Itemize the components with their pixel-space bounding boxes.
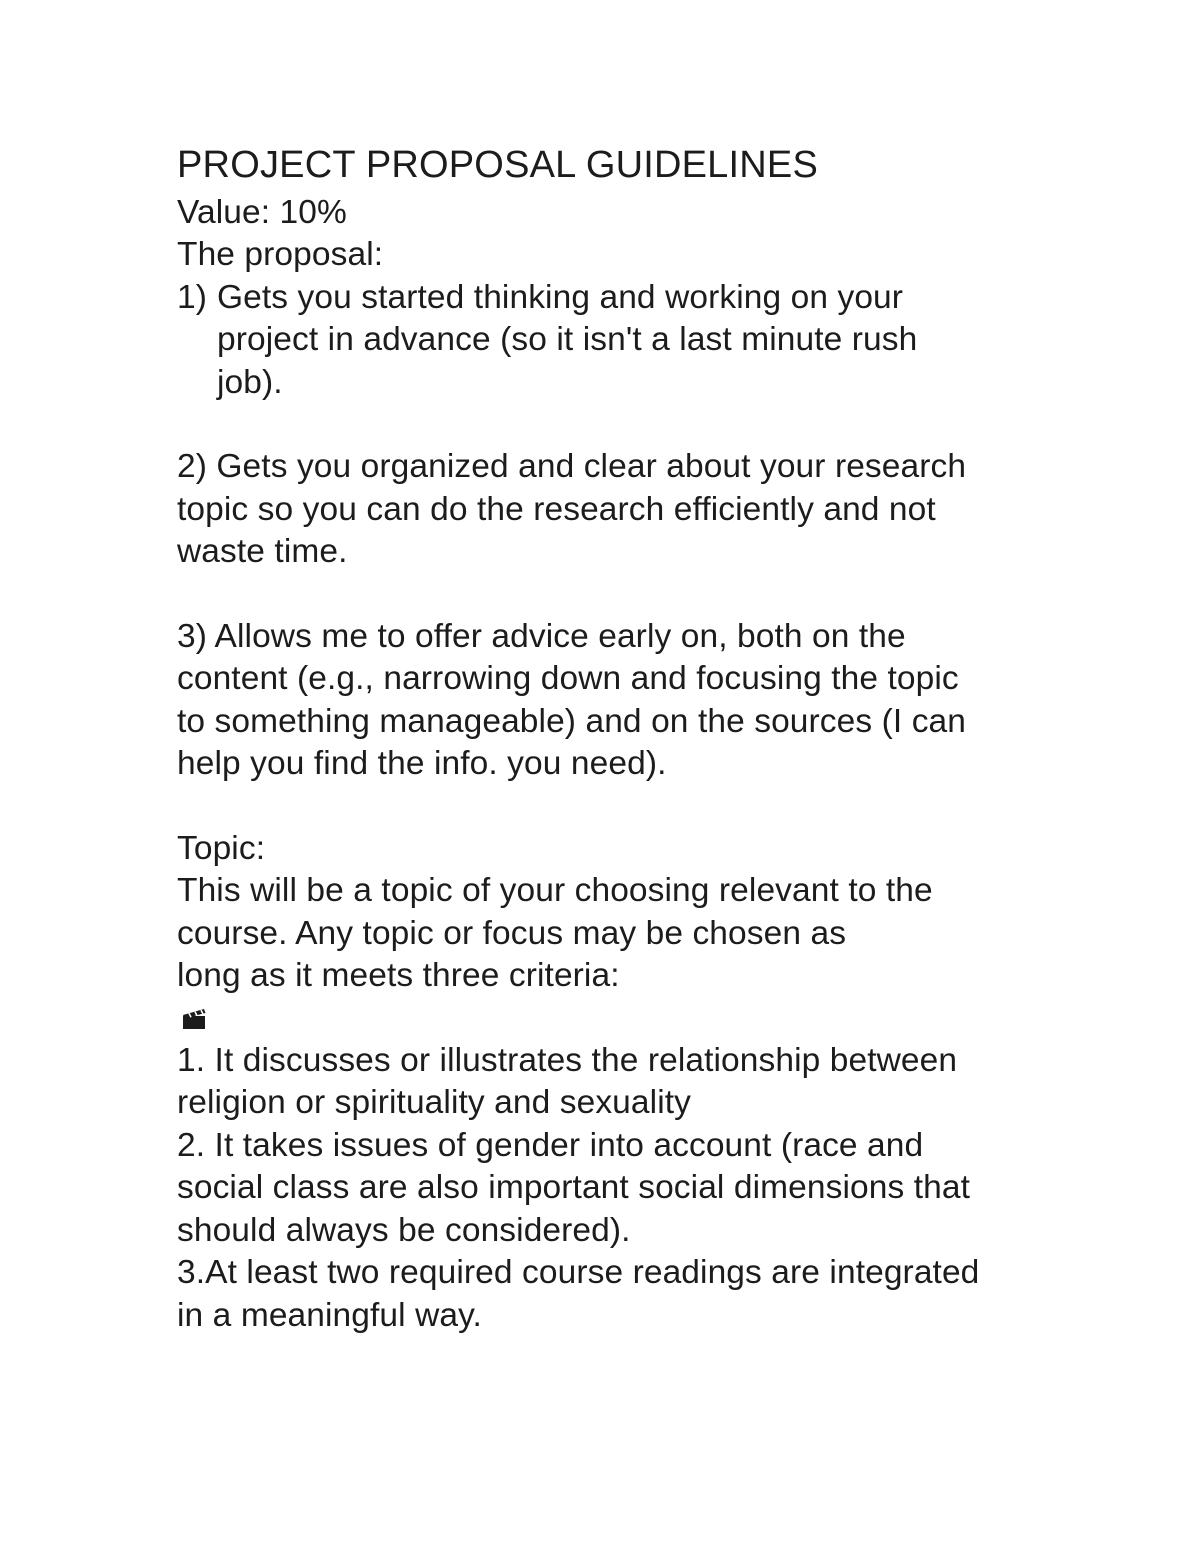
topic-intro xyxy=(177,870,1037,997)
document-title: PROJECT PROPOSAL GUIDELINES xyxy=(177,144,819,186)
proposal-point-2 xyxy=(177,446,1037,573)
spacer xyxy=(177,404,1037,446)
document-page xyxy=(177,142,1037,1337)
text-line: 2) Gets you organized and clear about your research xyxy=(177,448,967,486)
text-line: long as it meets three criteria: xyxy=(177,957,620,995)
spacer xyxy=(177,574,1037,616)
text-line: course. Any topic or focus may be chosen as xyxy=(177,914,847,952)
spacer xyxy=(177,786,1037,828)
text-line: This will be a topic of your choosing relevant to the xyxy=(177,872,933,910)
text-line: topic so you can do the research efficiently and not xyxy=(177,490,936,528)
text-line: waste time. xyxy=(177,533,348,571)
proposal-point-number: 1) xyxy=(177,278,207,316)
criterion-3 xyxy=(177,1252,1037,1337)
text-line: to something manageable) and on the sources (I can xyxy=(177,702,967,740)
text-line: help you find the info. you need). xyxy=(177,745,667,783)
proposal-point-text xyxy=(217,277,1037,404)
text-line: job). xyxy=(217,363,283,401)
text-line: 3.At least two required course readings are integrated xyxy=(177,1254,980,1292)
value-line: Value: 10% xyxy=(177,194,347,231)
criterion-2 xyxy=(177,1125,1037,1252)
proposal-point-1 xyxy=(177,277,1037,404)
text-line: social class are also important social dimensions that xyxy=(177,1169,971,1207)
text-line: should always be considered). xyxy=(177,1211,631,1249)
text-line: project in advance (so it isn't a last minute rush xyxy=(217,321,918,359)
text-line: 3) Allows me to offer advice early on, both on the xyxy=(177,618,906,656)
text-line: content (e.g., narrowing down and focusing the topic xyxy=(177,660,959,698)
clapperboard-icon xyxy=(177,998,1037,1040)
proposal-heading: The proposal: xyxy=(177,236,384,274)
text-line: religion or spirituality and sexuality xyxy=(177,1084,691,1122)
text-line: Gets you started thinking and working on your xyxy=(217,278,904,316)
proposal-point-3 xyxy=(177,616,1037,786)
text-line: 2. It takes issues of gender into account (race and xyxy=(177,1126,924,1164)
criterion-1 xyxy=(177,1040,1037,1125)
text-line: 1. It discusses or illustrates the relationship between xyxy=(177,1042,958,1080)
text-line: in a meaningful way. xyxy=(177,1296,482,1334)
topic-heading: Topic: xyxy=(177,830,266,868)
